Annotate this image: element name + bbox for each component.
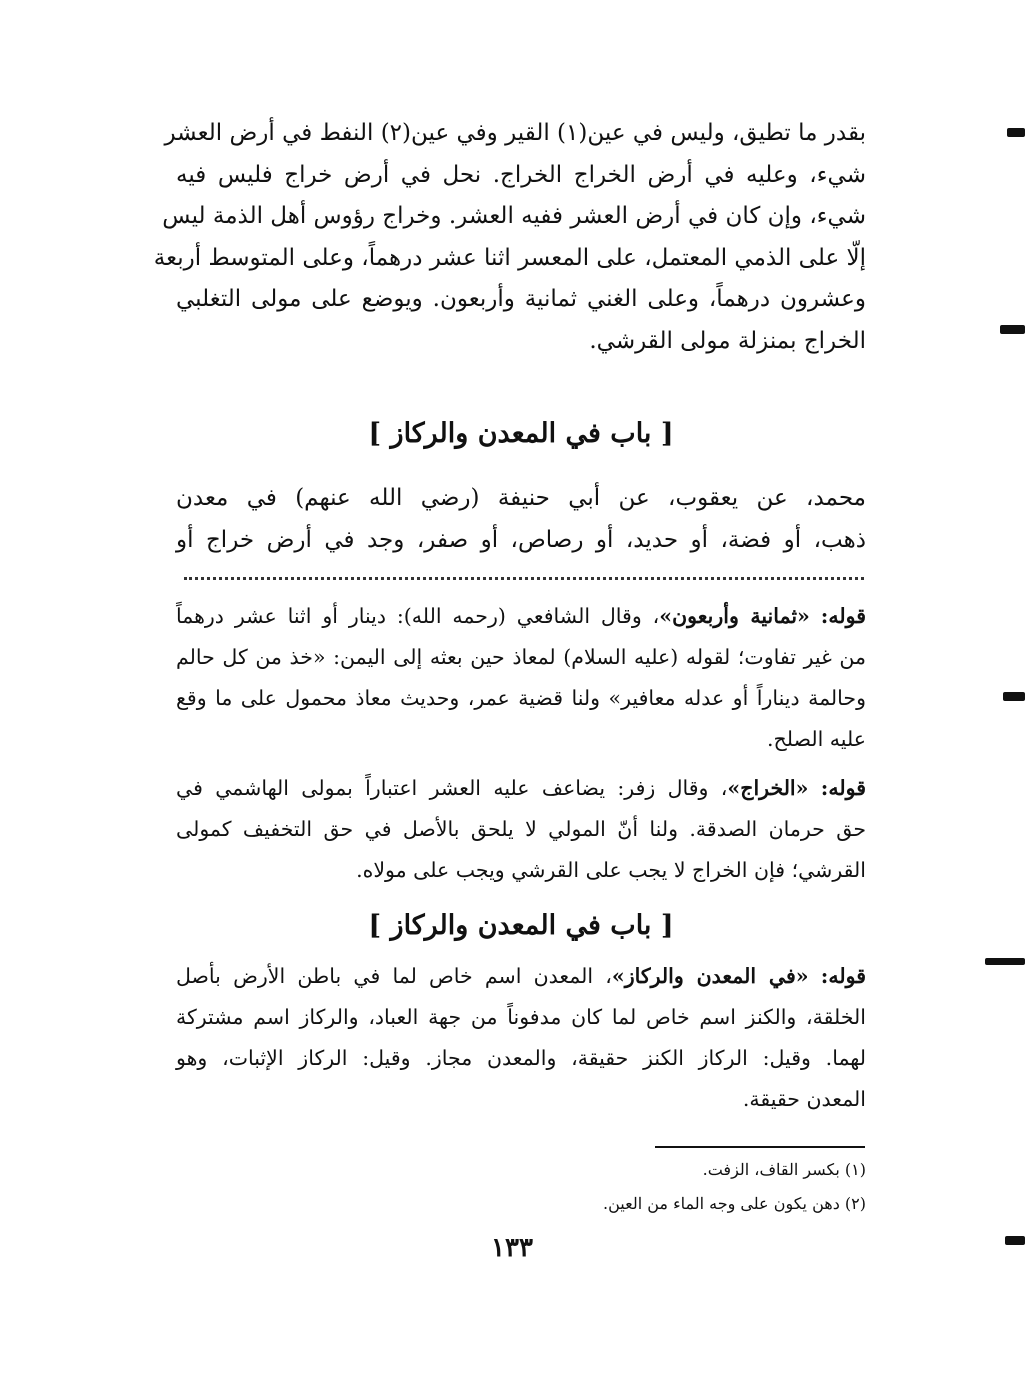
commentary3-line-1 xyxy=(176,956,866,997)
commentary2-line-3: القرشي؛ فإن الخراج لا يجب على القرشي ويجب على مولاه. xyxy=(356,858,866,882)
scan-edge-mark xyxy=(1007,128,1025,137)
scan-edge-mark xyxy=(1005,1236,1025,1245)
commentary1-first-rest: ، وقال الشافعي (رحمه الله): دينار أو اثنا عشر درهماً xyxy=(176,604,660,628)
commentary2-line-1 xyxy=(176,768,866,809)
commentary1-lead: قوله: xyxy=(820,604,866,628)
page-number: ١٣٣ xyxy=(491,1233,533,1263)
main-line-3: شيء، وإن كان في أرض العشر ففيه العشر. وخراج رؤوس أهل الذمة ليس xyxy=(162,203,866,229)
scan-edge-mark xyxy=(1003,692,1025,701)
footnotes xyxy=(500,1153,866,1221)
scan-edge-mark xyxy=(985,958,1025,965)
commentary2-line-2: حق حرمان الصدقة. ولنا أنّ المولي لا يلحق بالأصل في حق التخفيف كمولى xyxy=(176,817,866,841)
commentary3-lead: قوله: xyxy=(820,964,866,988)
commentary2-quote: «الخراج» xyxy=(727,776,809,800)
commentary1-quote: «ثمانية وأربعون» xyxy=(659,604,810,628)
main-line-4: إلّا على الذمي المعتمل، على المعسر اثنا عشر درهماً، وعلى المتوسط أربعة xyxy=(153,244,866,271)
dotted-separator xyxy=(184,577,864,580)
commentary3-line-2: الخلقة، والكنز اسم خاص لما كان مدفوناً من جهة العباد، والركاز اسم مشتركة xyxy=(176,1005,866,1029)
commentary2-lead: قوله: xyxy=(820,776,866,800)
footnote-rule xyxy=(655,1146,865,1148)
main-line-2: شيء، وعليه في أرض الخراج الخراج. نحل في أرض خراج فليس فيه xyxy=(176,161,866,188)
commentary3-line-4: المعدن حقيقة. xyxy=(742,1087,866,1111)
main-paragraph xyxy=(153,113,866,362)
commentary-paragraph-2 xyxy=(176,768,866,891)
commentary3-quote: «في المعدن والركاز» xyxy=(611,964,809,988)
main-line-5: وعشرون درهماً، وعلى الغني ثمانية وأربعون. ويوضع على مولى التغلبي xyxy=(176,286,866,312)
commentary-paragraph-1 xyxy=(176,596,866,760)
main-line-6: الخراج بمنزلة مولى القرشي. xyxy=(589,327,866,354)
commentary-paragraph-3 xyxy=(176,956,866,1120)
scan-edge-mark xyxy=(1000,325,1025,334)
commentary1-line-4: عليه الصلح. xyxy=(767,727,866,751)
section-heading-main: [ باب في المعدن والركاز ] xyxy=(368,418,674,449)
section1-line-1: محمد، عن يعقوب، عن أبي حنيفة (رضي الله عنهم) في معدن xyxy=(176,485,866,511)
footnote-2: (٢) دهن يكون على وجه الماء من العين. xyxy=(603,1194,866,1213)
section1-paragraph xyxy=(176,478,866,561)
section1-line-2: ذهب، أو فضة، أو حديد، أو رصاص، أو صفر، وجد في أرض خراج أو xyxy=(176,526,866,553)
commentary1-line-1 xyxy=(176,596,866,637)
commentary3-first-rest: ، المعدن اسم خاص لما في باطن الأرض بأصل xyxy=(176,964,612,988)
commentary1-line-2: من غير تفاوت؛ لقوله (عليه السلام) لمعاذ حين بعثه إلى اليمن: «خذ من كل حالم xyxy=(176,645,866,669)
main-line-1: بقدر ما تطيق، وليس في عين(١) القير وفي عين(٢) النفط في أرض العشر xyxy=(164,120,866,146)
commentary2-first-rest: ، وقال زفر: يضاعف عليه العشر اعتباراً بمولى الهاشمي في xyxy=(176,776,728,800)
footnote-1: (١) بكسر القاف، الزفت. xyxy=(702,1160,866,1179)
commentary3-line-3: لهما. وقيل: الركاز الكنز حقيقة، والمعدن مجاز. وقيل: الركاز الإثبات، وهو xyxy=(176,1046,866,1070)
section-heading-commentary: [ باب في المعدن والركاز ] xyxy=(368,910,674,941)
commentary1-line-3: وحالمة ديناراً أو عدله معافير» ولنا قضية عمر، وحديث معاذ محمول على ما وقع xyxy=(176,686,866,710)
